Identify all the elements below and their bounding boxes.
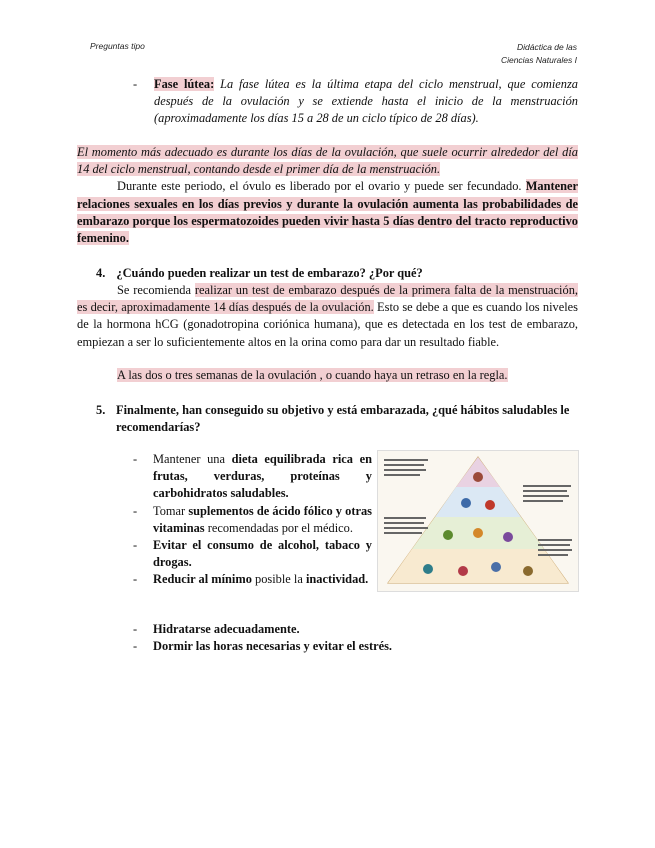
q4-p1-a: Se recomienda bbox=[117, 283, 195, 297]
fase-lutea-label: Fase lútea: bbox=[154, 77, 215, 91]
fase-lutea-desc: La fase lútea es la última etapa del ciclo menstrual, que comienza después de la ovulación y se extiende hasta el inicio de la menstruación (aproximadamente los días 15 a 28 de un ciclo típico de 28 días). bbox=[154, 77, 579, 126]
list-item: - Evitar el consumo de alcohol, tabaco y drogas. bbox=[133, 538, 372, 570]
list-item: - Tomar suplementos de ácido fólico y otras vitaminas recomendadas por el médico. bbox=[133, 503, 372, 535]
list-item: - Hidratarse adecuadamente. bbox=[133, 622, 300, 636]
list-item: - Dormir las horas necesarias y evitar el estrés. bbox=[133, 639, 393, 654]
q5-number: 5. bbox=[96, 403, 106, 417]
list-item: - Mantener una dieta equilibrada rica en frutas, verduras, proteínas y carbohidratos saludables. bbox=[133, 452, 373, 501]
q4-answer bbox=[77, 282, 578, 351]
q4-p1-b: Esto se debe a que es cuando los niveles de la hormona hCG (gonadotropina coriónica humana), que es detectada en los test de embarazo, empiezan a ser lo suficientemente altos en la orina como para dar un resultado fiable. bbox=[77, 300, 578, 349]
fase-lutea-text bbox=[133, 76, 578, 128]
header-right-line1: Didáctica de las bbox=[516, 42, 577, 52]
momento-italic: El momento más adecuado es durante los días de la ovulación, que suele ocurrir alrededor del día 14 del ciclo menstrual, contando desde el primer día de la menstruación. bbox=[77, 145, 578, 177]
momento-normal: Durante este periodo, el óvulo es liberado por el ovario y puede ser fecundado. bbox=[117, 179, 526, 194]
q4-number: 4. bbox=[96, 266, 106, 280]
list-item: - Reducir al mínimo posible la inactividad. bbox=[133, 572, 369, 587]
q4-heading bbox=[96, 266, 423, 281]
q4-p1-highlight: realizar un test de embarazo después de la primera falta de la menstruación, es decir, aproximadamente 14 días después de la ovulación. bbox=[77, 283, 578, 315]
header-right-line2: Ciencias Naturales I bbox=[500, 55, 577, 65]
q4-p2: A las dos o tres semanas de la ovulación , o cuando haya un retraso en la regla. bbox=[117, 368, 508, 382]
pyramid-illustration bbox=[378, 451, 578, 591]
q5-habits-list-cont bbox=[133, 621, 578, 655]
q5-title: Finalmente, han conseguido su objetivo y está embarazada, ¿qué hábitos saludables le recomendarías? bbox=[116, 403, 570, 435]
q5-heading bbox=[96, 402, 578, 436]
q4-title: ¿Cuándo pueden realizar un test de embarazo? ¿Por qué? bbox=[116, 266, 423, 280]
q5-habits-list bbox=[133, 451, 372, 589]
q4-answer-2 bbox=[117, 367, 578, 384]
header-right bbox=[501, 41, 577, 67]
momento-paragraph bbox=[77, 144, 578, 247]
activity-pyramid-image bbox=[377, 450, 579, 592]
momento-bold: Mantener relaciones sexuales en los días previos y durante la ovulación aumenta las probabilidades de embarazo porque los espermatozoides pueden vivir hasta 5 días dentro del tracto reproductivo femenino. bbox=[77, 179, 578, 246]
fase-lutea-dash: - bbox=[133, 77, 138, 91]
fase-lutea-item bbox=[133, 76, 578, 128]
header-left: Preguntas tipo bbox=[90, 41, 145, 51]
